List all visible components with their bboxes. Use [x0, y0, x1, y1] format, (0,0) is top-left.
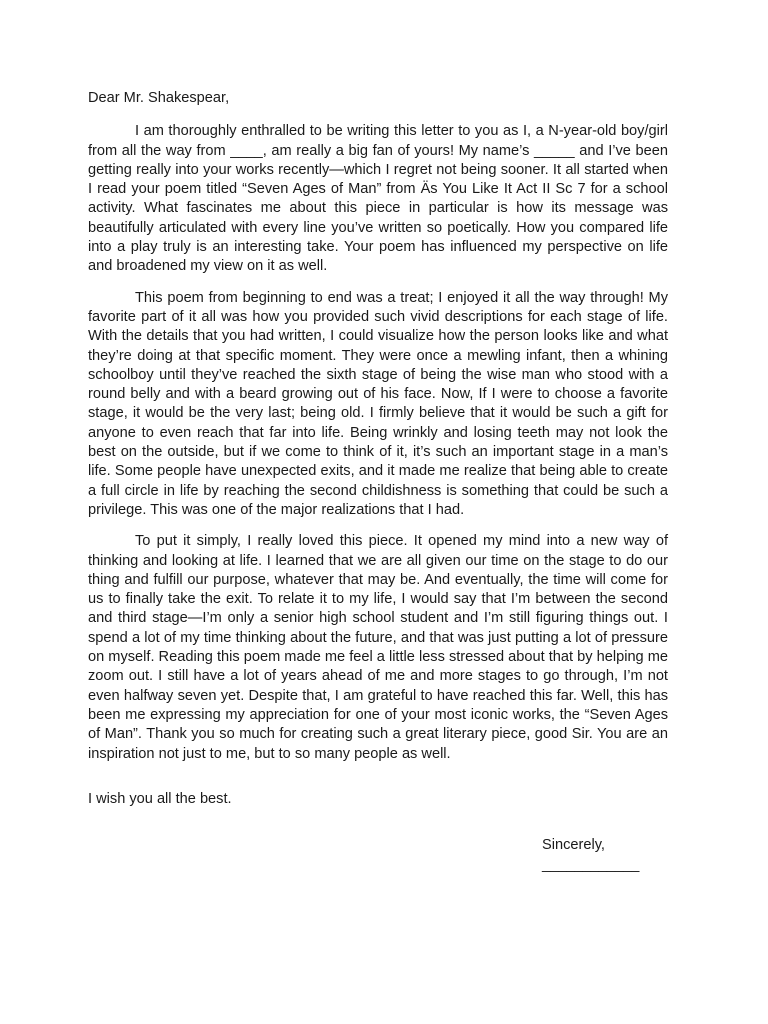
letter-body [88, 89, 668, 809]
paragraph-1: I am thoroughly enthralled to be writing this letter to you as I, a N-year-old boy/girl from all the way from ____, am really a big fan of yours! My name’s _____ and I’ve been getting really into your works recently—which I regret not being sooner. It all started when I read your poem titled “Seven Ages of Man” from Äs You Like It Act II Sc 7 for a school activity. What fascinates me about this piece in particular is how its message was beautifully articulated with every line you’ve written so poetically. How you compared life into a play truly is an interesting take. Your poem has influenced my perspective on life and broadened my view on it as well. [88, 123, 668, 275]
salutation: Dear Mr. Shakespear, [88, 90, 230, 106]
signature-blank: ____________ [542, 856, 640, 873]
paragraph-3: To put it simply, I really loved this piece. It opened my mind into a new way of thinking and looking at life. I learned that we are all given our time on the stage to do our thing and fulfill our purpose, whatever that may be. And eventually, the time will come for us to finally take the exit. To relate it to my life, I would say that I’m between the second and third stage—I’m only a senior high school student and I’m still figuring things out. I spend a lot of my time thinking about the future, and that was just putting a lot of pressure on myself. Reading this poem made me feel a little less stressed about that by helping me zoom out. I still have a lot of years ahead of me and more stages to go through, I’m not even halfway seven yet. Despite that, I am grateful to have reached this far. Well, this has been me expressing my appreciation for one of your most iconic works, the “Seven Ages of Man”. Thank you so much for creating such a great literary piece, good Sir. You are an inspiration not just to me, but to so many people as well. [88, 533, 669, 762]
closing-line: I wish you all the best. [88, 790, 232, 807]
signoff-block [542, 836, 639, 875]
valediction: Sincerely, [542, 837, 605, 853]
paragraph-2: This poem from beginning to end was a treat; I enjoyed it all the way through! My favorite part of it all was how you provided such vivid descriptions for each stage of life. With the details that you had written, I could visualize how the person looks like and what they’re doing at that specific moment. They were once a mewling infant, then a whining schoolboy until they’ve reached the sixth stage of being the wise man who stood with a round belly and with a beard growing out of his face. Now, If I were to choose a favorite stage, it would be the very last; being old. I firmly believe that it would be such a gift for anyone to even reach that far into life. Being wrinkly and losing teeth may not look the best on the outside, but if we come to think of it, it’s such an important stage in a man’s life. Some people have unexpected exits, and it made me realize that being able to create a full circle in life by reaching the second childishness is something that could be such a privilege. This was one of the major realizations that I had. [88, 289, 668, 518]
